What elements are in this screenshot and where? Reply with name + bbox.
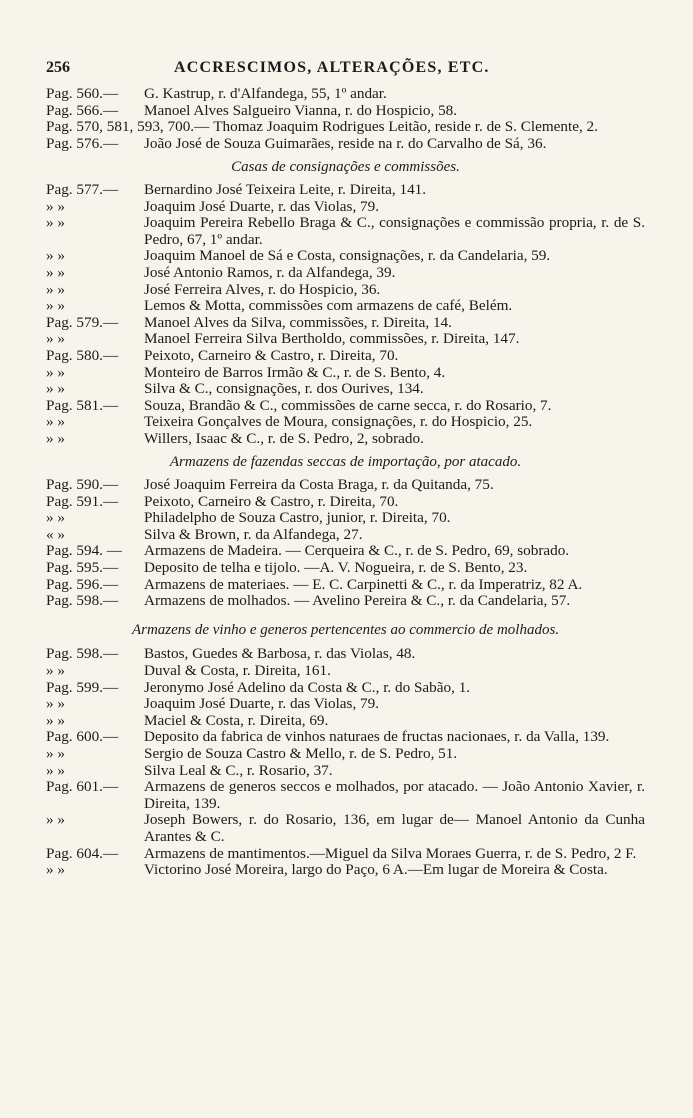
directory-entry: [46, 477, 645, 494]
entry-text: Silva & Brown, r. da Alfandega, 27.: [144, 525, 363, 543]
entry-page-ref: » »: [46, 280, 65, 298]
entry-page-ref: » »: [46, 811, 65, 829]
page-number: 256: [46, 59, 70, 76]
entry-text: Sergio de Souza Castro & Mello, r. de S. Pedro, 51.: [144, 744, 458, 762]
section-heading: Armazens de fazendas seccas de importação, por atacado.: [169, 454, 522, 471]
entry-text: Manoel Alves da Silva, commissões, r. Direita, 14.: [144, 313, 452, 331]
entry-page-ref: Pag. 590.—: [46, 476, 119, 494]
entry-page-ref: » »: [46, 429, 65, 447]
directory-entry: [46, 282, 645, 299]
entry-text: Silva Leal & C., r. Rosario, 37.: [144, 761, 333, 779]
directory-entry: [46, 663, 645, 680]
entry-text: G. Kastrup, r. d'Alfandega, 55, 1º andar.: [144, 85, 387, 102]
directory-entry: [46, 646, 645, 663]
entry-text: Lemos & Motta, commissões com armazens de café, Belém.: [144, 297, 513, 315]
directory-entry: [46, 119, 645, 136]
entry-page-ref: » »: [46, 413, 65, 431]
entry-text: Duval & Costa, r. Direita, 161.: [144, 662, 331, 679]
entry-text: Armazens de Madeira. — Cerqueira & C., r. de S. Pedro, 69, sobrado.: [144, 542, 570, 560]
directory-entry: [46, 365, 645, 382]
entry-page-ref: Pag. 595.—: [46, 559, 119, 577]
entry-page-ref: Pag. 596.—: [46, 575, 119, 593]
directory-entry: [46, 862, 645, 879]
entry-page-ref: » »: [46, 363, 65, 381]
directory-entry: [46, 527, 645, 544]
entry-page-ref: Pag. 594. —: [46, 542, 122, 560]
entry-page-ref: » »: [46, 744, 65, 762]
entry-text: Armazens de mantimentos.—Miguel da Silva Moraes Guerra, r. de S. Pedro, 2 F.: [144, 844, 637, 862]
directory-entry: [46, 560, 645, 577]
directory-entry: [46, 577, 645, 594]
entry-text: Deposito da fabrica de vinhos naturaes de fructas nacionaes, r. da Valla, 139.: [144, 728, 610, 746]
directory-entry: [46, 763, 645, 780]
directory-entry: [46, 248, 645, 265]
entry-page-ref: » »: [46, 380, 65, 398]
directory-entry: [46, 779, 645, 812]
directory-entry: [46, 494, 645, 511]
entry-page-ref: « »: [46, 525, 65, 543]
section-heading: Casas de consignações e commissões.: [231, 159, 460, 176]
entry-page-ref: » »: [46, 695, 65, 713]
directory-entry: [46, 103, 645, 120]
entry-text: José Ferreira Alves, r. do Hospicio, 36.: [144, 280, 381, 298]
entry-text: Maciel & Costa, r. Direita, 69.: [144, 711, 329, 729]
directory-entry: [46, 414, 645, 431]
entry-text: Philadelpho de Souza Castro, junior, r. Direita, 70.: [144, 509, 451, 527]
entry-text: Jeronymo José Adelino da Costa & C., r. do Sabão, 1.: [144, 678, 471, 696]
entry-text: Joseph Bowers, r. do Rosario, 136, em lugar de— Manoel Antonio da Cunha Arantes & C.: [144, 811, 645, 845]
directory-entry: [46, 510, 645, 527]
entry-text: Peixoto, Carneiro & Castro, r. Direita, 70.: [144, 346, 399, 364]
entry-text: Joaquim Manoel de Sá e Costa, consignações, r. da Candelaria, 59.: [144, 247, 551, 265]
entry-page-ref: » »: [46, 761, 65, 779]
entry-page-ref: Pag. 599.—: [46, 678, 119, 696]
directory-entry: [46, 680, 645, 697]
entry-page-ref: Pag. 579.—: [46, 313, 119, 331]
entry-page-ref: Pag. 577.—: [46, 180, 119, 198]
directory-entry: [46, 713, 645, 730]
directory-entry: [46, 696, 645, 713]
entry-text: Souza, Brandão & C., commissões de carne secca, r. do Rosario, 7.: [144, 396, 552, 414]
entry-text: Thomaz Joaquim Rodrigues Leitão, reside r. de S. Clemente, 2.: [213, 118, 598, 136]
entry-page-ref: Pag. 601.—: [46, 778, 119, 796]
entry-text: Bastos, Guedes & Barbosa, r. das Violas, 48.: [144, 645, 416, 663]
directory-entry: [46, 182, 645, 199]
entry-text: João José de Souza Guimarães, reside na r. do Carvalho de Sá, 36.: [144, 134, 547, 152]
directory-entry: [46, 398, 645, 415]
entry-page-ref: » »: [46, 297, 65, 315]
entry-text: José Antonio Ramos, r. da Alfandega, 39.: [144, 263, 396, 281]
entry-text: José Joaquim Ferreira da Costa Braga, r. da Quitanda, 75.: [144, 476, 494, 494]
entry-page-ref: » »: [46, 330, 65, 348]
entry-page-ref: » »: [46, 214, 65, 232]
entry-text: Joaquim José Duarte, r. das Violas, 79.: [144, 197, 380, 215]
page-content: [46, 86, 645, 879]
entry-text: Bernardino José Teixeira Leite, r. Direita, 141.: [144, 180, 427, 198]
entry-page-ref: Pag. 604.—: [46, 844, 119, 862]
directory-entry: [46, 348, 645, 365]
directory-entry: [46, 729, 645, 746]
page-header: [46, 60, 645, 82]
entry-text: Deposito de telha e tijolo. —A. V. Nogueira, r. de S. Bento, 23.: [144, 559, 528, 577]
entry-text: Monteiro de Barros Irmão & C., r. de S. Bento, 4.: [144, 363, 446, 381]
entry-text: Victorino José Moreira, largo do Paço, 6 A.—Em lugar de Moreira & Costa.: [144, 861, 608, 879]
entry-page-ref: Pag. 566.—: [46, 101, 119, 119]
entry-text: Armazens de generos seccos e molhados, por atacado. — João Antonio Xavier, r. Direita, 139.: [144, 778, 645, 812]
directory-entry: [46, 331, 645, 348]
directory-entry: [46, 199, 645, 216]
directory-entry: [46, 431, 645, 448]
directory-entry: [46, 86, 645, 103]
entry-text: Manoel Ferreira Silva Bertholdo, commissões, r. Direita, 147.: [144, 330, 520, 348]
directory-entry: [46, 812, 645, 845]
entry-page-ref: » »: [46, 662, 65, 679]
entry-page-ref: Pag. 598.—: [46, 645, 119, 663]
directory-entry: [46, 746, 645, 763]
entry-page-ref: » »: [46, 861, 65, 879]
running-title: ACCRESCIMOS, ALTERAÇÕES, ETC.: [174, 59, 490, 76]
entry-text: Manoel Alves Salgueiro Vianna, r. do Hospicio, 58.: [144, 101, 458, 119]
entry-page-ref: Pag. 560.—: [46, 85, 119, 102]
directory-entry: [46, 846, 645, 863]
entry-text: Armazens de molhados. — Avelino Pereira & C., r. da Candelaria, 57.: [144, 592, 571, 610]
directory-entry: [46, 315, 645, 332]
directory-entry: [46, 215, 645, 248]
entry-page-ref: » »: [46, 247, 65, 265]
directory-entry: [46, 543, 645, 560]
entry-page-ref: Pag. 600.—: [46, 728, 119, 746]
entry-page-ref: Pag. 576.—: [46, 134, 119, 152]
entry-page-ref: Pag. 570, 581, 593, 700.—: [46, 118, 210, 136]
entry-text: Joaquim Pereira Rebello Braga & C., consignações e commissão propria, r. de S. Pedro, 67, 1º andar.: [144, 214, 645, 248]
directory-entry: [46, 265, 645, 282]
entry-text: Silva & C., consignações, r. dos Ourives, 134.: [144, 380, 424, 398]
entry-page-ref: Pag. 591.—: [46, 492, 119, 510]
entry-text: Peixoto, Carneiro & Castro, r. Direita, 70.: [144, 492, 399, 510]
directory-entry: [46, 298, 645, 315]
entry-page-ref: Pag. 580.—: [46, 346, 119, 364]
entry-page-ref: Pag. 598.—: [46, 592, 119, 610]
entry-text: Joaquim José Duarte, r. das Violas, 79.: [144, 695, 380, 713]
directory-entry: [46, 381, 645, 398]
entry-text: Armazens de materiaes. — E. C. Carpinetti & C., r. da Imperatriz, 82 A.: [144, 575, 583, 593]
entry-page-ref: Pag. 581.—: [46, 396, 119, 414]
entry-text: Willers, Isaac & C., r. de S. Pedro, 2, sobrado.: [144, 429, 424, 447]
section-heading: Armazens de vinho e generos pertencentes ao commercio de molhados.: [131, 621, 560, 638]
entry-page-ref: » »: [46, 263, 65, 281]
entry-page-ref: » »: [46, 197, 65, 215]
entry-page-ref: » »: [46, 711, 65, 729]
directory-entry: [46, 593, 645, 610]
entry-text: Teixeira Gonçalves de Moura, consignações, r. do Hospicio, 25.: [144, 413, 533, 431]
entry-page-ref: » »: [46, 509, 65, 527]
directory-entry: [46, 136, 645, 153]
